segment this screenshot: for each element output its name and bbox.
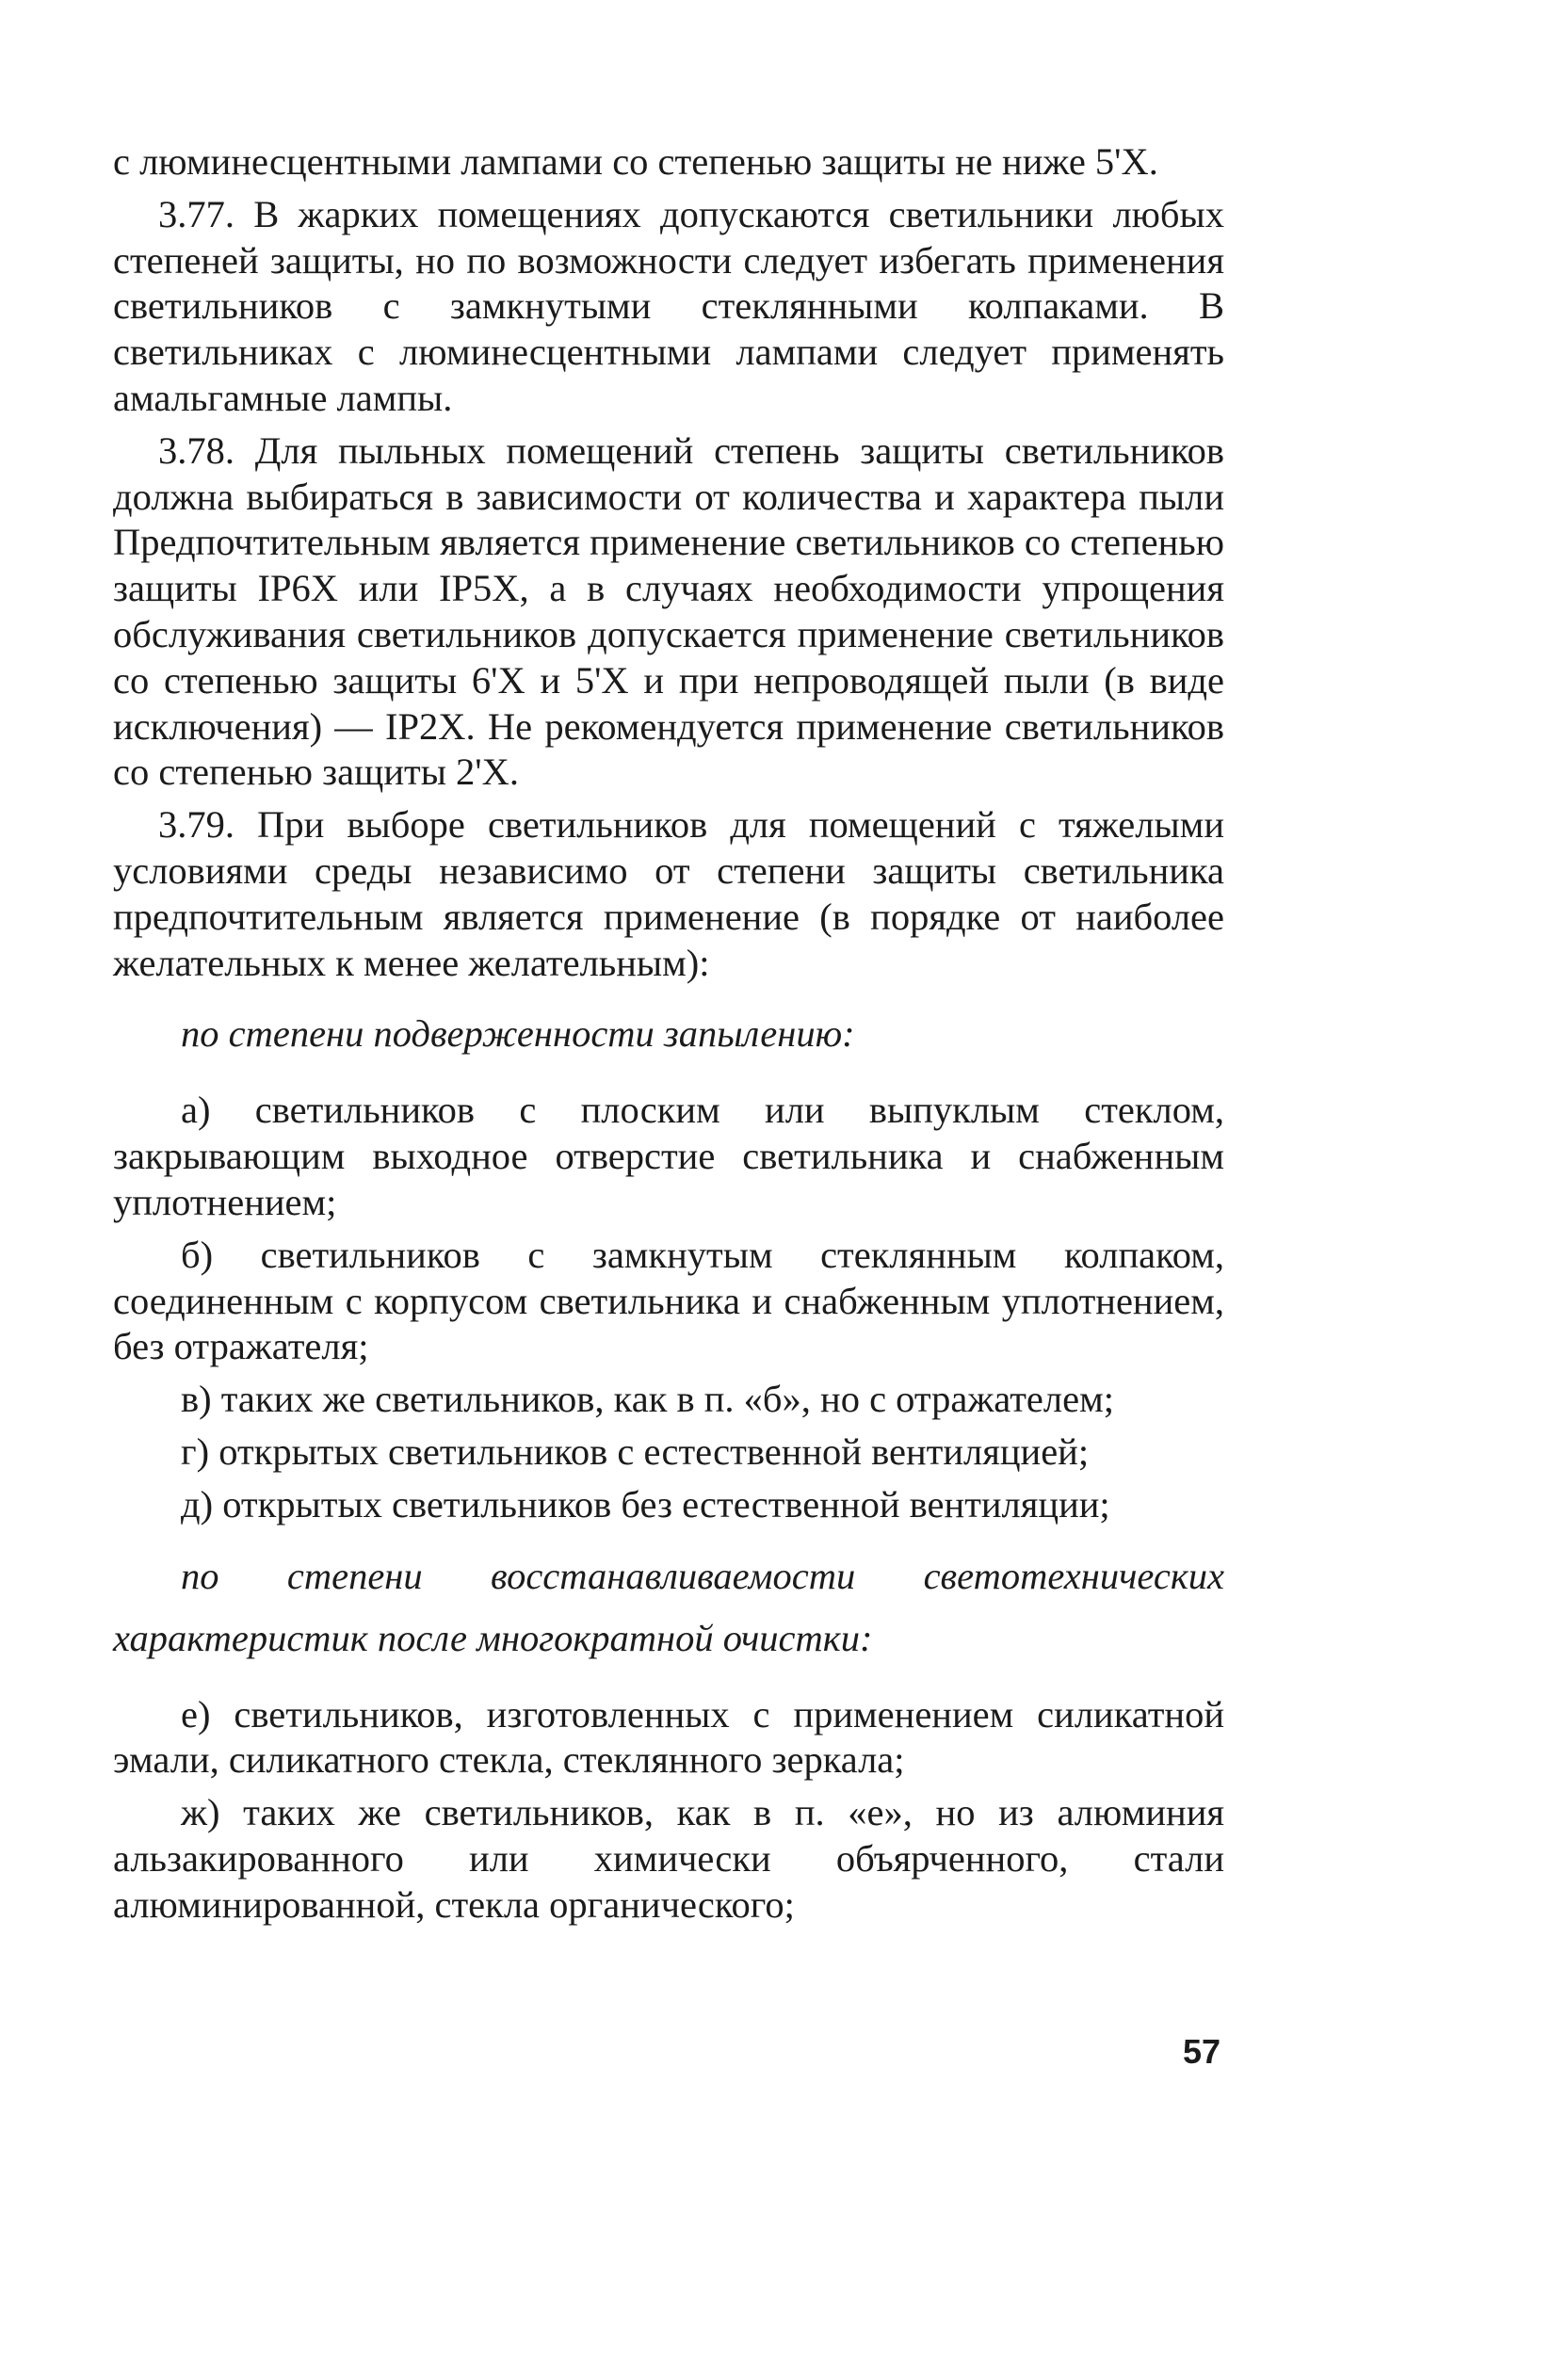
list-item-e: е) светильников, изготовленных с применением силикатной эмали, силикатного стекла, стеклянного зеркала; (113, 1692, 1224, 1782)
list-item-b: б) светильников с замкнутым стеклянным колпаком, соединенным с корпусом светильника и снабженным уплотнением, без отражателя; (113, 1233, 1224, 1368)
list-item-v: в) таких же светильников, как в п. «б», но с отражателем; (181, 1378, 1114, 1421)
paragraph-3-78: 3.78. Для пыльных помещений степень защиты светильников должна выбираться в зависимости от количества и характера пыли Предпочтительным является применение светильников со степенью защиты IP6X или IP5X, а в случаях необходимости упрощения обслуживания светильников допускается применение светильников со степенью защиты 6'X и 5'X и при непроводящей пыли (в виде исключения) — IP2X. Не рекомендуется применение светильников со степенью защиты 2'X. (113, 428, 1224, 794)
list-item-zh: ж) таких же светильников, как в п. «е», но из алюминия альзакированного или химически объярченного, стали алюминированной, стекла органического; (113, 1791, 1224, 1926)
list-item-d: д) открытых светильников без естественной вентиляции; (181, 1482, 1110, 1526)
paragraph-3-79: 3.79. При выборе светильников для помещений с тяжелыми условиями среды независимо от степени защиты светильника предпочтительным является применение (в порядке от наиболее желательных к менее желательным): (113, 803, 1224, 984)
paragraph-3-77: 3.77. В жарких помещениях допускаются светильники любых степеней защиты, но по возможности следует избегать применения светильников с замкнутыми стеклянными колпаками. В светильниках с люминесцентными лампами следует применять амальгамные лампы. (113, 192, 1224, 419)
section-heading-restorability: по степени восстанавливаемости светотехнических характеристик после многократной очистки: (113, 1554, 1224, 1659)
list-item-a: а) светильников с плоским или выпуклым стеклом, закрывающим выходное отверстие светильника и снабженным уплотнением; (113, 1089, 1224, 1223)
section-heading-dust-exposure: по степени подверженности запылению: (181, 1012, 855, 1056)
paragraph-continuation: с люминесцентными лампами со степенью защиты не ниже 5'X. (113, 140, 1158, 183)
list-item-g: г) открытых светильников с естественной вентиляцией; (181, 1429, 1090, 1473)
page-number: 57 (1183, 2032, 1221, 2071)
document-page (113, 139, 1224, 1935)
